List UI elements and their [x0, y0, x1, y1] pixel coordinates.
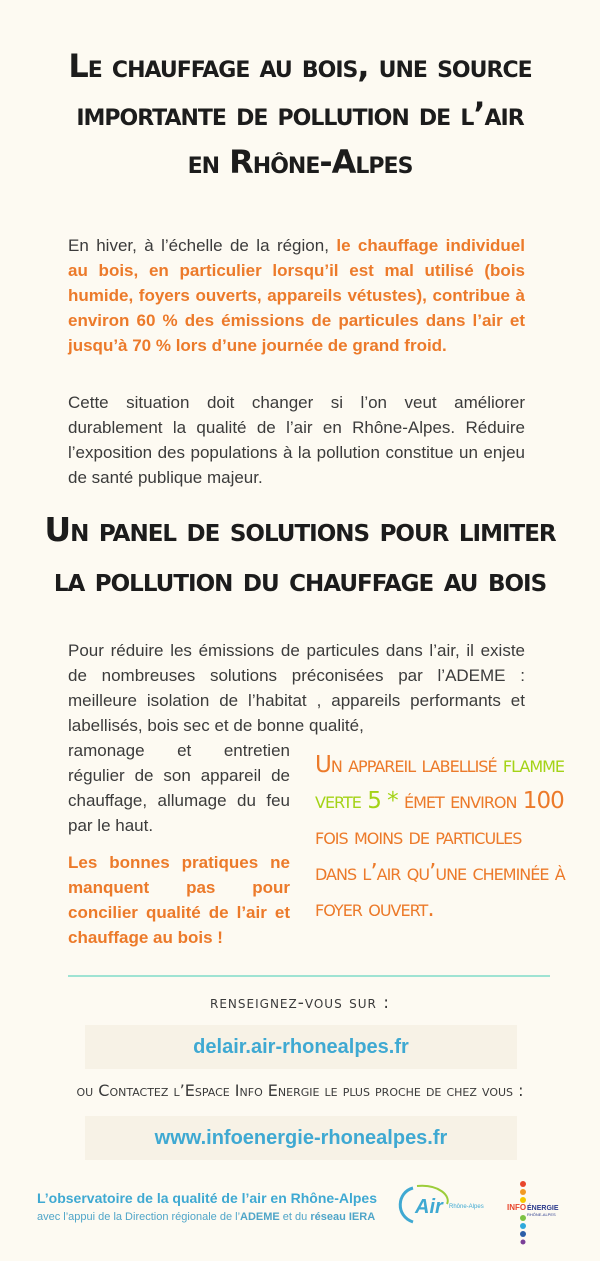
section-divider: [68, 975, 550, 977]
intro-paragraph: [68, 234, 525, 359]
situation-paragraph: Cette situation doit changer si l’on veut améliorer durablement la qualité de l’air en Rhône-Alpes. Réduire l’exposition des populations à la pollution constitue un enjeu de santé publique majeur.: [68, 393, 525, 487]
info-label-2: ou Contactez l’Espace Info Energie le plus proche de chez vous :: [76, 1081, 524, 1100]
callout-flamme-verte: flamme verte 5 *: [315, 752, 565, 814]
svg-text:ÉNERGIE: ÉNERGIE: [527, 1205, 559, 1212]
footer-support-text-a: avec l’appui de la Direction régionale de l’: [37, 1211, 241, 1223]
footer-iera: réseau IERA: [310, 1211, 376, 1223]
footer-support-text-c: et du: [279, 1211, 311, 1223]
solutions-paragraph-cont: ramonage et entretien régulier de son appareil de chauffage, allumage du feu par le haut.: [68, 741, 290, 835]
air-rhonealpes-logo: [393, 1182, 485, 1226]
section-title-solutions: Un panel de solutions pour limiter la pollution du chauffage au bois: [44, 510, 556, 599]
callout-text-2: émet environ 100 fois moins de particules dans l’air qu’une cheminée à foyer ouvert.: [315, 787, 565, 922]
flamme-verte-callout: [315, 748, 565, 927]
link-delair[interactable]: delair.air-rhonealpes.fr: [85, 1025, 517, 1069]
intro-text: En hiver, à l’échelle de la région,: [68, 236, 337, 255]
callout-text-1: Un appareil labellisé: [315, 752, 503, 778]
footer-support: [37, 1211, 375, 1223]
svg-text:Air: Air: [415, 1196, 443, 1218]
info-energie-logo: [507, 1180, 569, 1245]
good-practices-paragraph: Les bonnes pratiques ne manquent pas pour concilier qualité de l’air et chauffage au bois !: [68, 853, 290, 947]
footer-observatory: L’observatoire de la qualité de l’air en Rhône-Alpes: [37, 1190, 377, 1206]
section-title-pollution: Le chauffage au bois, une source importante de pollution de l’air en Rhône-Alpes: [68, 47, 532, 181]
intro-highlight: le chauffage individuel au bois, en particulier lorsqu’il est mal utilisé (bois humide, foyers ouverts, appareils vétustes), contribue à environ 60 % des émissions de particules dans l’air et jusqu’à 70 % lors d’une journée de grand froid.: [68, 236, 525, 355]
info-label-1: renseignez-vous sur :: [210, 993, 390, 1013]
solutions-paragraph: Pour réduire les émissions de particules dans l’air, il existe de nombreuses solutions préconisées par l’ADEME : meilleure isolation de l’habitat , appareils performants et labellisés, bois sec et de bonne qualité,: [68, 641, 525, 735]
svg-text:RHÔNE-ALPES: RHÔNE-ALPES: [527, 1212, 556, 1217]
footer-ademe: ADEME: [240, 1211, 280, 1223]
svg-text:INFO: INFO: [507, 1203, 527, 1212]
link-infoenergie[interactable]: www.infoenergie-rhonealpes.fr: [85, 1116, 517, 1160]
svg-text:Rhône-Alpes: Rhône-Alpes: [449, 1204, 484, 1210]
